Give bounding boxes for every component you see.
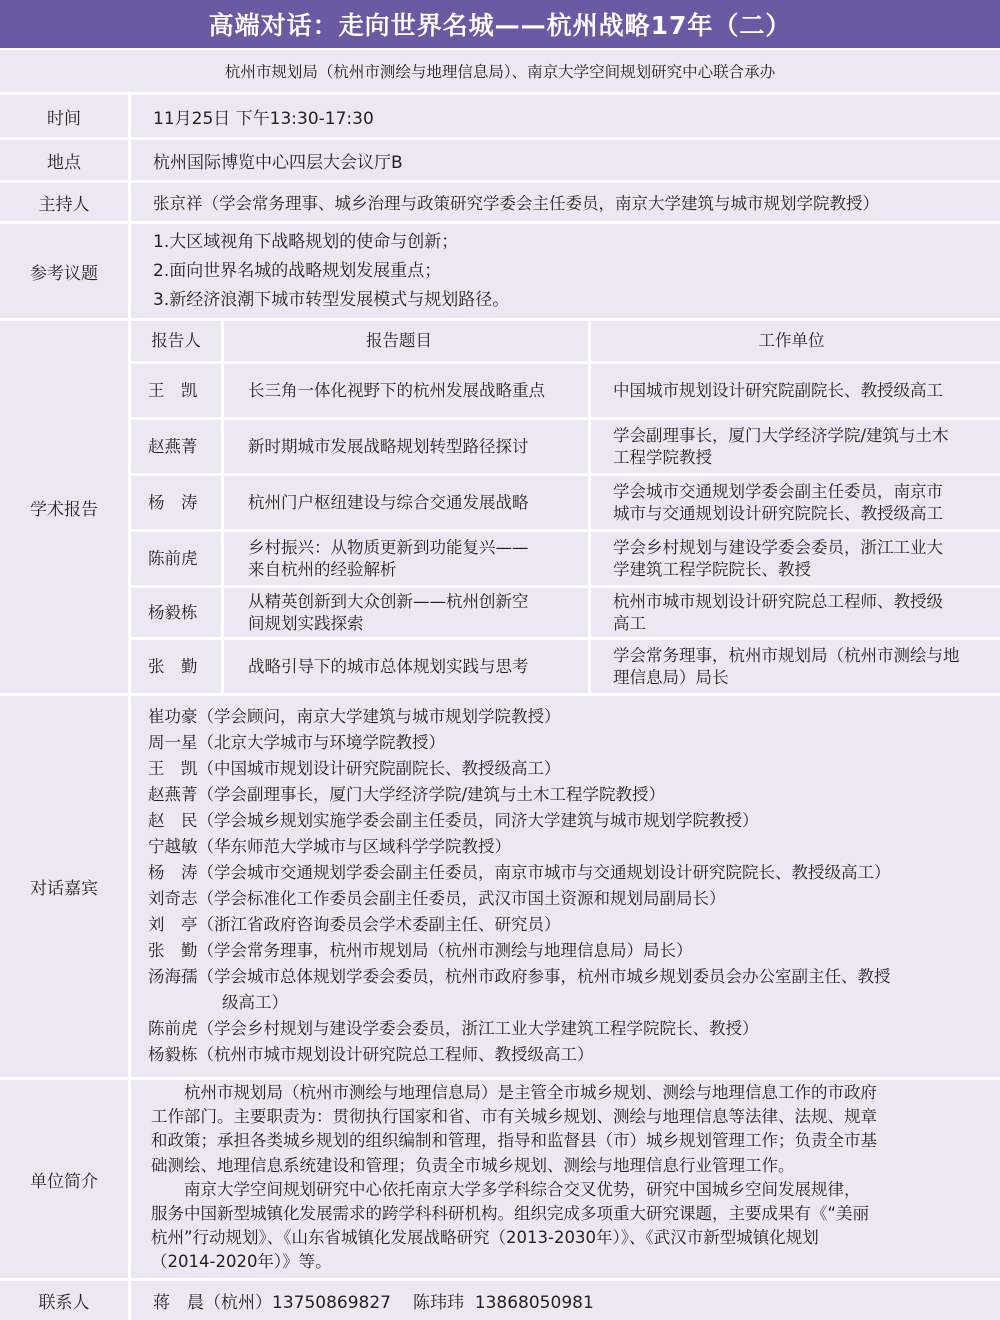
host-row xyxy=(0,183,1000,221)
topic-item: 2.面向世界名城的战略规划发展重点； xyxy=(153,261,442,281)
col-header-affiliation: 工作单位 xyxy=(591,321,1000,361)
report-speaker: 陈前虎 xyxy=(131,532,221,585)
report-affiliation: 学会城市交通规划学委会副主任委员，南京市 城市与交通规划设计研究院院长、教授级高工 xyxy=(591,476,1000,529)
report-title: 从精英创新到大众创新——杭州创新空 间规划实践探索 xyxy=(224,588,588,637)
topic-item: 1.大区域视角下战略规划的使命与创新； xyxy=(153,232,459,252)
guests-list xyxy=(131,696,1000,1077)
report-speaker: 杨毅栋 xyxy=(131,588,221,637)
report-title: 新时期城市发展战略规划转型路径探讨 xyxy=(224,420,588,473)
report-affiliation: 学会常务理事，杭州市规划局（杭州市测绘与地 理信息局）局长 xyxy=(591,640,1000,693)
contact-person: 蒋 晨（杭州）13750869827 xyxy=(153,1293,391,1313)
guest-item: 周一星（北京大学城市与环境学院教授） xyxy=(148,733,445,752)
reports-label: 学术报告 xyxy=(0,321,128,693)
venue-value: 杭州国际博览中心四层大会议厅B xyxy=(131,140,1000,180)
guest-item: 汤海孺（学会城市总体规划学委会委员，杭州市政府参事，杭州市城乡规划委员会办公室副主任、教授 xyxy=(148,967,891,986)
intro-line: （2014-2020年）》等。 xyxy=(151,1252,332,1272)
col-header-speaker: 报告人 xyxy=(131,321,221,361)
report-speaker: 赵燕菁 xyxy=(131,420,221,473)
report-speaker: 王 凯 xyxy=(131,364,221,417)
guest-item: 崔功豪（学会顾问，南京大学建筑与城市规划学院教授） xyxy=(148,707,561,726)
host-value: 张京祥（学会常务理事、城乡治理与政策研究学委会主任委员，南京大学建筑与城市规划学院教授） xyxy=(131,183,1000,221)
guests-label: 对话嘉宾 xyxy=(0,696,128,1077)
intro-line: 工作部门。主要职责为：贯彻执行国家和省、市有关城乡规划、测绘与地理信息等法律、法规、规章 xyxy=(151,1107,877,1127)
time-row xyxy=(0,95,1000,137)
guests-section xyxy=(0,696,1000,1077)
page-title: 高端对话：走向世界名城——杭州战略17年（二） xyxy=(0,0,1000,48)
guest-item: 张 勤（学会常务理事，杭州市规划局（杭州市测绘与地理信息局）局长） xyxy=(148,941,693,960)
guest-item: 杨 涛（学会城市交通规划学委会副主任委员，南京市城市与交通规划设计研究院院长、教授级高工） xyxy=(148,863,891,882)
report-title: 长三角一体化视野下的杭州发展战略重点 xyxy=(224,364,588,417)
guest-item: 杨毅栋（杭州市城市规划设计研究院总工程师、教授级高工） xyxy=(148,1045,594,1064)
intro-line: 和政策；承担各类城乡规划的组织编制和管理，指导和监督县（市）城乡规划管理工作；负责全市基 xyxy=(151,1131,877,1151)
guest-item: 刘奇志（学会标准化工作委员会副主任委员，武汉市国土资源和规划局副局长） xyxy=(148,889,726,908)
report-title: 杭州门户枢纽建设与综合交通发展战略 xyxy=(224,476,588,529)
venue-row xyxy=(0,140,1000,180)
intro-line: 服务中国新型城镇化发展需求的跨学科科研机构。组织完成多项重大研究课题，主要成果有《“美丽 xyxy=(151,1204,870,1224)
guest-item: 赵 民（学会城乡规划实施学委会副主任委员，同济大学建筑与城市规划学院教授） xyxy=(148,811,759,830)
topics-list xyxy=(131,224,1000,318)
intro-line: 杭州市规划局（杭州市测绘与地理信息局）是主管全市城乡规划、测绘与地理信息工作的市政府 xyxy=(151,1083,877,1102)
report-affiliation: 学会副理事长，厦门大学经济学院/建筑与土木 工程学院教授 xyxy=(591,420,1000,473)
contact-person: 陈玮玮 13868050981 xyxy=(412,1293,594,1313)
host-label: 主持人 xyxy=(0,183,128,221)
intro-line: 杭州”行动规划》、《山东省城镇化发展战略研究（2013-2030年）》、《武汉市新型城镇化规划 xyxy=(151,1228,819,1248)
venue-label: 地点 xyxy=(0,140,128,180)
guest-item: 赵燕菁（学会副理事长，厦门大学经济学院/建筑与土木工程学院教授） xyxy=(148,785,666,804)
contact-label: 联系人 xyxy=(0,1281,128,1320)
report-title: 乡村振兴：从物质更新到功能复兴—— 来自杭州的经验解析 xyxy=(224,532,588,585)
contact-value xyxy=(131,1281,1000,1320)
report-title: 战略引导下的城市总体规划实践与思考 xyxy=(224,640,588,693)
report-affiliation: 学会乡村规划与建设学委会委员，浙江工业大 学建筑工程学院院长、教授 xyxy=(591,532,1000,585)
guest-item: 刘 亭（浙江省政府咨询委员会学术委副主任、研究员） xyxy=(148,915,561,934)
report-affiliation: 中国城市规划设计研究院副院长、教授级高工 xyxy=(591,364,1000,417)
intro-line: 础测绘、地理信息系统建设和管理；负责全市城乡规划、测绘与地理信息行业管理工作。 xyxy=(151,1155,795,1175)
guest-item-continuation: 级高工） xyxy=(222,993,288,1012)
topics-row xyxy=(0,224,1000,318)
intro-text xyxy=(131,1080,1000,1278)
report-affiliation: 杭州市城市规划设计研究院总工程师、教授级 高工 xyxy=(591,588,1000,637)
guest-item: 宁越敏（华东师范大学城市与区域科学学院教授） xyxy=(148,837,511,856)
guest-item: 陈前虎（学会乡村规划与建设学委会委员，浙江工业大学建筑工程学院院长、教授） xyxy=(148,1019,759,1038)
intro-line: 南京大学空间规划研究中心依托南京大学多学科综合交叉优势，研究中国城乡空间发展规律， xyxy=(151,1179,861,1199)
topic-item: 3.新经济浪潮下城市转型发展模式与规划路径。 xyxy=(153,290,510,310)
contact-row xyxy=(0,1281,1000,1320)
time-value: 11月25日 下午13:30-17:30 xyxy=(131,95,1000,137)
intro-label: 单位简介 xyxy=(0,1080,128,1278)
guest-item: 王 凯（中国城市规划设计研究院副院长、教授级高工） xyxy=(148,759,561,778)
reports-table xyxy=(131,321,1000,693)
time-label: 时间 xyxy=(0,95,128,137)
intro-section xyxy=(0,1080,1000,1278)
reports-section xyxy=(0,321,1000,693)
report-speaker: 张 勤 xyxy=(131,640,221,693)
organizers-line: 杭州市规划局（杭州市测绘与地理信息局）、南京大学空间规划研究中心联合承办 xyxy=(0,50,1000,92)
report-speaker: 杨 涛 xyxy=(131,476,221,529)
topics-label: 参考议题 xyxy=(0,224,128,318)
col-header-title: 报告题目 xyxy=(224,321,588,361)
